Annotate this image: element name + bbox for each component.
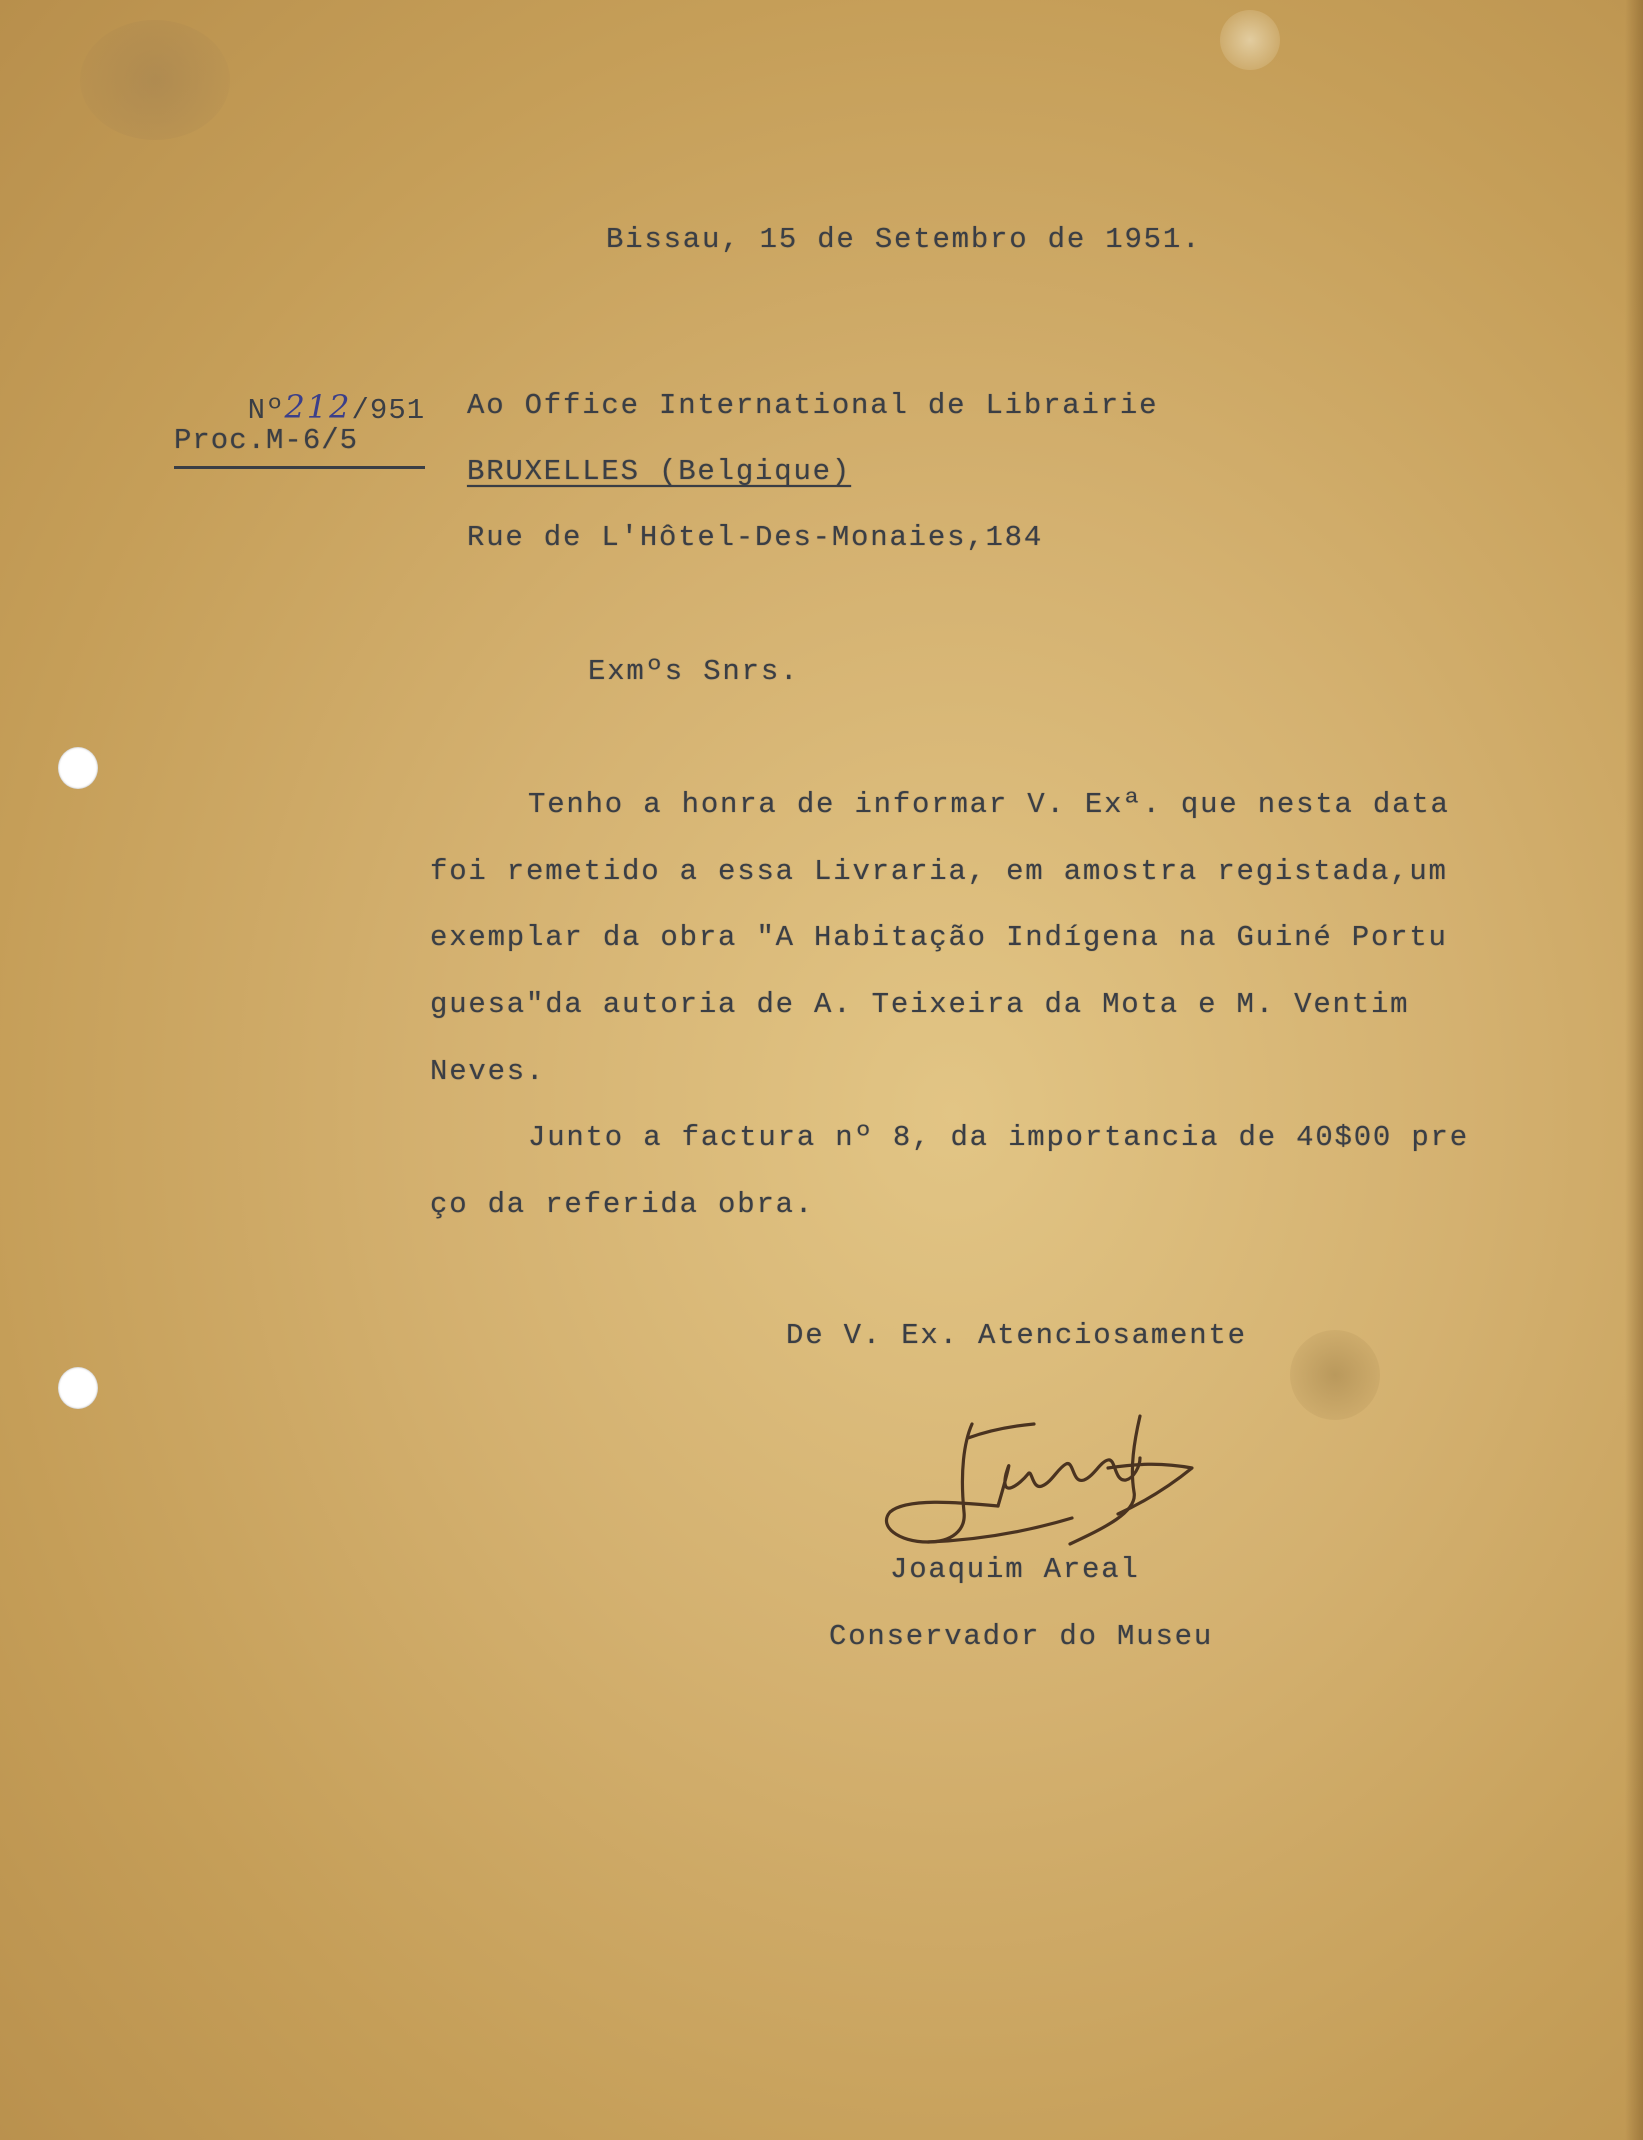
body-line: Tenho a honra de informar V. Exª. que nesta data: [528, 788, 1450, 821]
handwritten-signature: [872, 1402, 1208, 1562]
body-line: foi remetido a essa Livraria, em amostra registada,um: [430, 855, 1448, 888]
signer-title: Conservador do Museu: [829, 1620, 1214, 1653]
body-line: exemplar da obra "A Habitação Indígena na Guiné Portu: [430, 921, 1448, 954]
body-line: guesa"da autoria de A. Teixeira da Mota e M. Ventim: [430, 988, 1410, 1021]
process-reference: Proc.M-6/5: [174, 424, 359, 457]
recipient-line-2: BRUXELLES (Belgique): [467, 455, 852, 488]
closing: De V. Ex. Atenciosamente: [786, 1319, 1247, 1352]
reference-number-prefix: Nº: [247, 394, 285, 427]
reference-number-year: /951: [351, 394, 426, 427]
paper-stain: [1220, 10, 1280, 70]
recipient-line-3: Rue de L'Hôtel-Des-Monaies,184: [467, 521, 1044, 554]
salutation: Exmºs Snrs.: [588, 655, 800, 688]
paper-stain: [80, 20, 230, 140]
body-line: ço da referida obra.: [430, 1188, 815, 1221]
reference-number-handwritten: 212: [284, 388, 352, 426]
paper-edge-shadow: [1625, 0, 1643, 2140]
paper-stain: [1290, 1330, 1380, 1420]
body-line: Neves.: [430, 1055, 546, 1088]
punch-hole-top: [58, 747, 98, 789]
place-date: Bissau, 15 de Setembro de 1951.: [606, 223, 1202, 256]
punch-hole-bottom: [58, 1367, 98, 1409]
recipient-line-1: Ao Office International de Librairie: [467, 389, 1159, 422]
body-line: Junto a factura nº 8, da importancia de 40$00 pre: [528, 1121, 1469, 1154]
signer-name: Joaquim Areal: [890, 1553, 1140, 1586]
